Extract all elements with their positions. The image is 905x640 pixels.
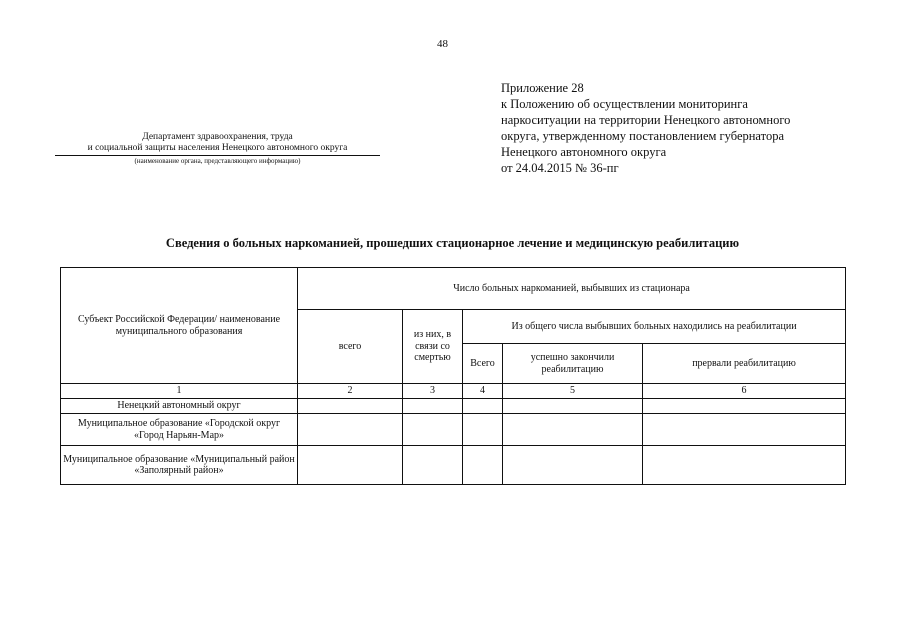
row-cell (403, 399, 463, 414)
department-caption: (наименование органа, представляющего информацию) (134, 157, 301, 165)
header-total: всего (298, 310, 403, 384)
row-cell (463, 399, 503, 414)
column-number: 4 (463, 384, 503, 399)
header-death: из них, в связи со смертью (403, 310, 463, 384)
row-cell (503, 446, 643, 485)
appendix-line: от 24.04.2015 № 36-пг (501, 161, 619, 175)
row-name: Муниципальное образование «Муниципальный район «Заполярный район» (61, 446, 298, 485)
row-name: Муниципальное образование «Городской округ «Город Нарьян-Мар» (61, 414, 298, 446)
table-row (61, 399, 846, 414)
column-number: 2 (298, 384, 403, 399)
department-line: и социальной защиты населения Ненецкого автономного округа (55, 143, 380, 156)
row-cell (403, 414, 463, 446)
document-title: Сведения о больных наркоманией, прошедших стационарное лечение и медицинскую реабилитацию (165, 236, 740, 250)
column-number: 5 (503, 384, 643, 399)
column-number: 3 (403, 384, 463, 399)
appendix-line: Ненецкого автономного округа (501, 145, 667, 159)
header-rehab-all: Всего (463, 344, 503, 384)
column-number: 1 (61, 384, 298, 399)
row-cell (463, 414, 503, 446)
row-cell (643, 446, 846, 485)
page-number: 48 (437, 38, 448, 50)
appendix-block (501, 80, 881, 176)
row-cell (643, 414, 846, 446)
column-number: 6 (643, 384, 846, 399)
appendix-line: наркоситуации на территории Ненецкого автономного (501, 113, 791, 127)
row-cell (298, 446, 403, 485)
report-table (60, 267, 846, 485)
header-completed: успешно закончили реабилитацию (503, 344, 643, 384)
header-interrupted: прервали реабилитацию (643, 344, 846, 384)
row-cell (298, 399, 403, 414)
row-cell (403, 446, 463, 485)
header-rehab-group: Из общего числа выбывших больных находились на реабилитации (463, 310, 846, 344)
table-row (61, 446, 846, 485)
row-cell (298, 414, 403, 446)
appendix-line: к Положению об осуществлении мониторинга (501, 97, 748, 111)
row-cell (643, 399, 846, 414)
column-number-row (61, 384, 846, 399)
department-line: Департамент здравоохранения, труда (142, 132, 293, 142)
row-name: Ненецкий автономный округ (61, 399, 298, 414)
row-cell (503, 414, 643, 446)
appendix-line: округа, утвержденному постановлением губернатора (501, 129, 784, 143)
appendix-line: Приложение 28 (501, 81, 584, 95)
row-cell (463, 446, 503, 485)
header-subject: Субъект Российской Федерации/ наименование муниципального образования (61, 268, 298, 384)
header-discharged: Число больных наркоманией, выбывших из стационара (298, 268, 846, 310)
table-row (61, 414, 846, 446)
department-block (55, 132, 380, 166)
row-cell (503, 399, 643, 414)
